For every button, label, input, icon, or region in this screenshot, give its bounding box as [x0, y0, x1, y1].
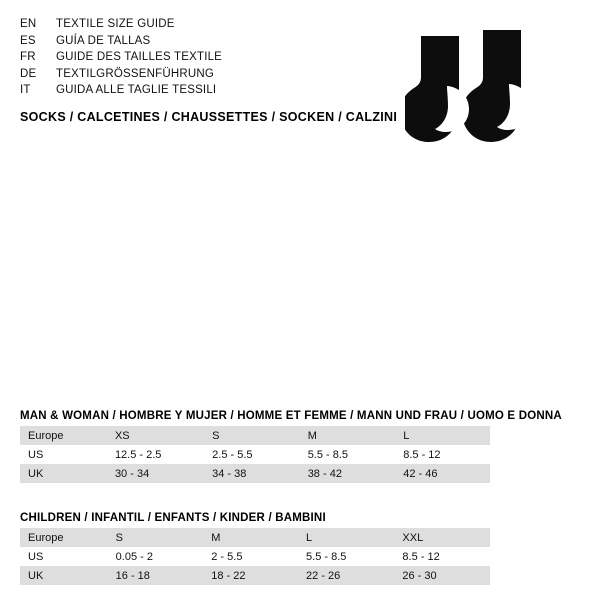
cell: L	[395, 426, 490, 445]
socks-icon	[405, 18, 565, 173]
table-row	[20, 528, 490, 547]
table-row	[20, 566, 490, 585]
cell: 16 - 18	[108, 566, 204, 585]
language-row	[20, 66, 400, 83]
cell: 42 - 46	[395, 464, 490, 483]
cell: M	[300, 426, 396, 445]
cell: 2 - 5.5	[203, 547, 298, 566]
language-text: TEXTILE SIZE GUIDE	[56, 18, 175, 30]
language-code: IT	[20, 84, 31, 96]
cell: XXL	[394, 528, 490, 547]
table	[20, 426, 490, 483]
size-table-man-woman	[20, 410, 580, 483]
cell: 8.5 - 12	[394, 547, 490, 566]
language-row	[20, 16, 400, 33]
cell: M	[203, 528, 298, 547]
row-label: Europe	[20, 528, 108, 547]
row-label: US	[20, 547, 108, 566]
cell: 8.5 - 12	[395, 445, 490, 464]
language-list	[20, 16, 400, 99]
cell: S	[108, 528, 204, 547]
language-code: DE	[20, 67, 37, 80]
language-row	[20, 49, 400, 66]
cell: 34 - 38	[204, 464, 300, 483]
language-text: GUIDA ALLE TAGLIE TESSILI	[56, 84, 217, 96]
language-row	[20, 33, 400, 50]
cell: S	[204, 426, 300, 445]
cell: 5.5 - 8.5	[300, 445, 396, 464]
language-code: EN	[20, 18, 37, 30]
row-label: UK	[20, 566, 108, 585]
table-row	[20, 464, 490, 483]
cell: 12.5 - 2.5	[107, 445, 204, 464]
language-code: FR	[20, 51, 36, 63]
cell: 5.5 - 8.5	[298, 547, 394, 566]
cell: XS	[107, 426, 204, 445]
cell: L	[298, 528, 394, 547]
section-title: CHILDREN / INFANTIL / ENFANTS / KINDER / BAMBINI	[20, 512, 326, 524]
cell: 0.05 - 2	[108, 547, 204, 566]
cell: 2.5 - 5.5	[204, 445, 300, 464]
row-label: Europe	[20, 426, 107, 445]
cell: 18 - 22	[203, 566, 298, 585]
cell: 38 - 42	[300, 464, 396, 483]
section-title: MAN & WOMAN / HOMBRE Y MUJER / HOMME ET FEMME / MANN UND FRAU / UOMO E DONNA	[20, 410, 562, 422]
language-text: TEXTILGRÖSSENFÜHRUNG	[56, 67, 214, 80]
cell: 22 - 26	[298, 566, 394, 585]
cell: 26 - 30	[394, 566, 490, 585]
size-table-children	[20, 512, 580, 585]
language-text: GUIDE DES TAILLES TEXTILE	[56, 51, 223, 63]
table-row	[20, 445, 490, 464]
cell: 30 - 34	[107, 464, 204, 483]
row-label: UK	[20, 464, 107, 483]
row-label: US	[20, 445, 107, 464]
page-title: SOCKS / CALCETINES / CHAUSSETTES / SOCKEN / CALZINI	[20, 110, 398, 124]
table-row	[20, 547, 490, 566]
language-code: ES	[20, 34, 36, 47]
language-row	[20, 82, 400, 99]
table	[20, 528, 490, 585]
table-row	[20, 426, 490, 445]
language-text: GUÍA DE TALLAS	[56, 34, 151, 47]
